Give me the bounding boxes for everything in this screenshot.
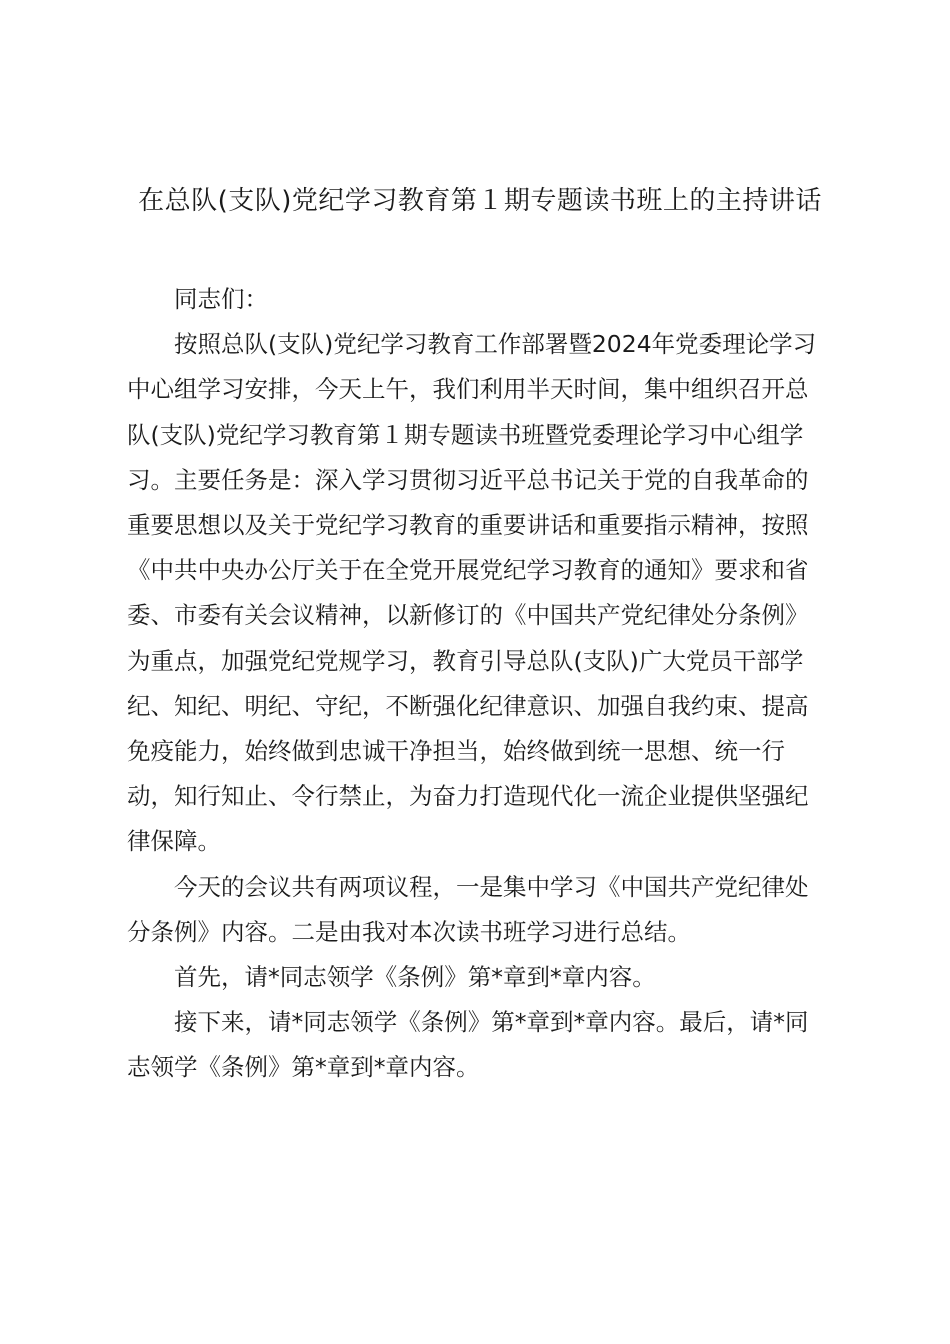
salutation: 同志们： (174, 285, 268, 313)
paragraph-1: 按照总队(支队)党纪学习教育工作部署暨2024年党委理论学习中心组学习安排，今天上午，我们利用半天时间，集中组织召开总队(支队)党纪学习教育第１期专题读书班暨党委理论学习中心组学习。主要任务是：深入学习贯彻习近平总书记关于党的自我革命的重要思想以及关于党纪学习教育的重要讲话和重要指示精神，按照《中共中央办公厅关于在全党开展党纪学习教育的通知》要求和省委、市委有关会议精神，以新修订的《中国共产党纪律处分条例》为重点，加强党纪党规学习，教育引导总队(支队)广大党员干部学纪、知纪、明纪、守纪，不断强化纪律意识、加强自我约束、提高免疫能力，始终做到忠诚干净担当，始终做到统一思想、统一行动，知行知止、令行禁止，为奋力打造现代化一流企业提供坚强纪律保障。 (127, 330, 817, 856)
paragraph-4: 接下来，请*同志领学《条例》第*章到*章内容。最后，请*同志领学《条例》第*章到*章内容。 (127, 1008, 809, 1082)
paragraph-2: 今天的会议共有两项议程，一是集中学习《中国共产党纪律处分条例》内容。二是由我对本次读书班学习进行总结。 (127, 872, 809, 946)
document-title: 在总队(支队)党纪学习教育第１期专题读书班上的主持讲话 (138, 186, 822, 216)
document-body (127, 277, 827, 1091)
paragraph-3: 首先，请*同志领学《条例》第*章到*章内容。 (174, 963, 656, 992)
